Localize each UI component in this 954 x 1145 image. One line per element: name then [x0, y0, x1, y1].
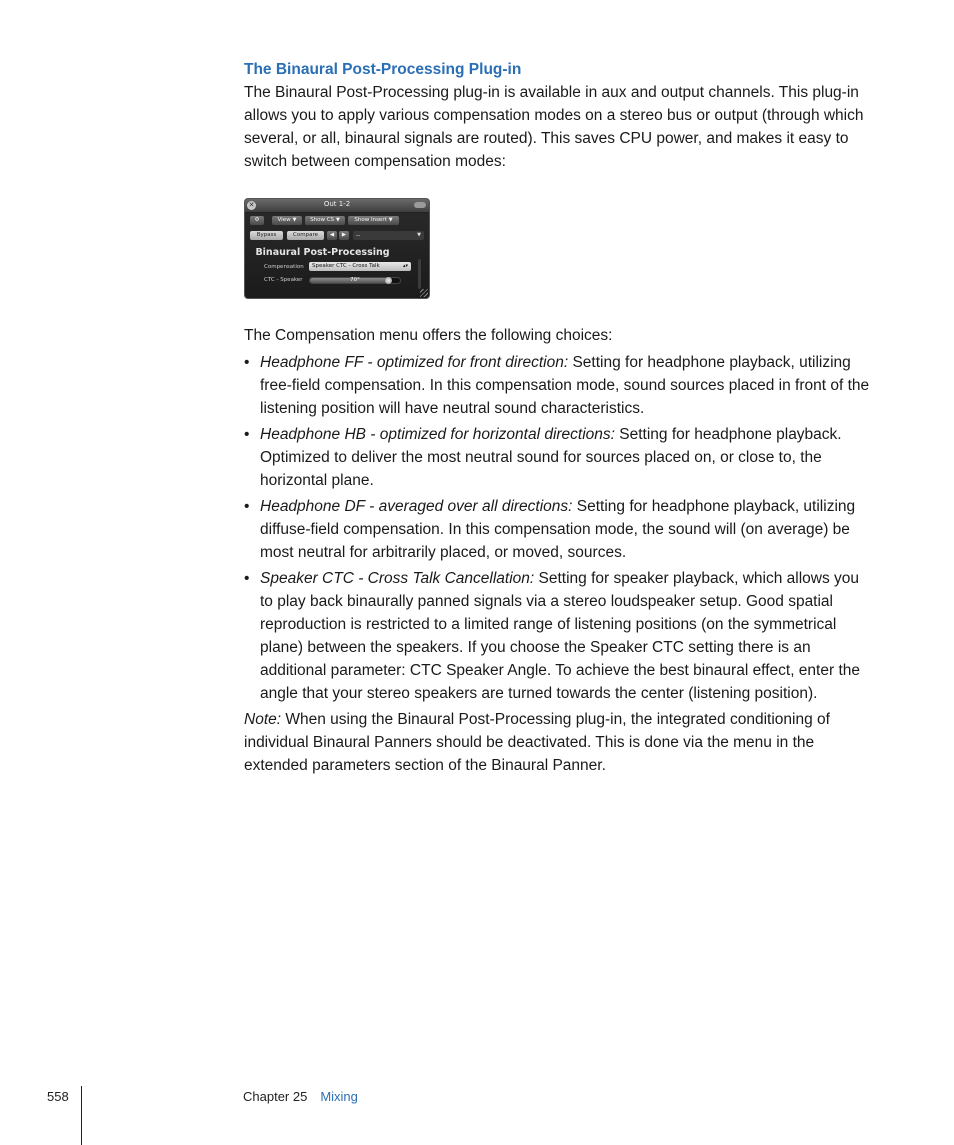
show-insert-label: Show Insert [354, 217, 387, 223]
choice-description: Setting for headphone playback, utilizing diffuse-field compensation. In this compensation mode, the sound will (on average) be most neutral for arbitrarily placed, or moved, sources. [260, 498, 856, 561]
bullet-icon: • [244, 354, 250, 371]
scrollbar[interactable] [418, 259, 421, 289]
page-number: 558 [47, 1089, 69, 1104]
running-footer [243, 1089, 358, 1104]
choice-description: Setting for headphone playback. Optimized to deliver the most neutral sound for sources placed on, or close to, the horizontal plane. [260, 426, 842, 489]
link-icon[interactable]: ⚙ [250, 216, 264, 225]
bullet-icon: • [244, 570, 250, 587]
next-preset-button[interactable]: ▶ [339, 231, 349, 240]
choice-term: Headphone FF - optimized for front direction: [260, 354, 569, 371]
title-bar[interactable] [245, 199, 429, 213]
show-insert-button[interactable] [348, 216, 399, 225]
choice-term: Speaker CTC - Cross Talk Cancellation: [260, 570, 535, 587]
intro-paragraph: The Binaural Post-Processing plug-in is available in aux and output channels. This plug-in allows you to apply various compensation modes on a stereo bus or output (through which several, or all, binaural signals are routed). This saves CPU power, and makes it easy to switch between compensation modes: [244, 84, 864, 170]
chevron-down-icon: ▼ [417, 232, 421, 238]
ctc-speaker-value: 70° [350, 277, 360, 283]
show-cs-label: Show CS [310, 217, 335, 223]
ctc-speaker-slider[interactable] [309, 277, 401, 284]
ctc-speaker-label: CTC - Speaker [264, 277, 303, 283]
note-label: Note: [244, 711, 282, 728]
chevron-down-icon: ▼ [388, 217, 393, 223]
compare-button[interactable]: Compare [287, 231, 324, 240]
view-menu-button[interactable] [272, 216, 302, 225]
window-title: Out 1-2 [323, 200, 351, 208]
choice-description: Setting for speaker playback, which allows you to play back binaurally panned signals via a stereo loudspeaker setup. Good spatial reproduction is restricted to a limited range of listening positions (on the symmetrical plane) between the speakers. If you choose the Speaker CTC setting there is an additional parameter: CTC Speaker Angle. To achieve the best binaural effect, enter the angle that your stereo speakers are turned towards the center (listening position). [260, 570, 860, 702]
section-link[interactable]: Mixing [320, 1089, 358, 1104]
compensation-menu[interactable] [309, 262, 411, 271]
choice-term: Headphone HB - optimized for horizontal directions: [260, 426, 615, 443]
bypass-button[interactable]: Bypass [250, 231, 283, 240]
compensation-label: Compensation [264, 264, 304, 270]
page-content [244, 58, 874, 777]
list-item [244, 351, 874, 420]
bullet-icon: • [244, 498, 250, 515]
section-heading: The Binaural Post-Processing Plug-in [244, 61, 522, 78]
choices-list [244, 351, 874, 705]
preset-menu[interactable] [353, 231, 424, 240]
note-text: When using the Binaural Post-Processing plug-in, the integrated conditioning of individual Binaural Panners should be deactivated. This is done via the menu in the extended parameters section of the Binaural Panner. [244, 711, 830, 774]
show-cs-button[interactable] [305, 216, 345, 225]
compensation-value: Speaker CTC - Cross Talk [312, 263, 380, 269]
chevron-down-icon: ▼ [292, 217, 297, 223]
toolbar-toggle-button[interactable] [414, 202, 426, 208]
chapter-label: Chapter 25 [243, 1089, 308, 1104]
plugin-window [244, 198, 430, 299]
choice-term: Headphone DF - averaged over all directions: [260, 498, 573, 515]
bullet-icon: • [244, 426, 250, 443]
plugin-name: Binaural Post-Processing [255, 247, 390, 258]
plugin-figure [244, 198, 874, 299]
footer-divider [81, 1086, 82, 1145]
chevron-down-icon: ▼ [336, 217, 340, 223]
close-icon[interactable]: ✕ [248, 201, 255, 209]
note-paragraph [244, 708, 874, 777]
previous-preset-button[interactable]: ◀ [327, 231, 337, 240]
resize-grip-icon[interactable] [420, 289, 428, 297]
choice-description: Setting for headphone playback, utilizing free-field compensation. In this compensation mode, sound sources placed in front of the listening position will have neutral sound characteristics. [260, 354, 870, 417]
preset-value: -- [356, 232, 361, 239]
list-item [244, 567, 874, 705]
chevron-updown-icon: ▴▾ [402, 263, 408, 269]
view-menu-label: View [277, 217, 291, 223]
list-item [244, 423, 874, 492]
list-item [244, 495, 874, 564]
choices-intro: The Compensation menu offers the following choices: [244, 327, 613, 344]
